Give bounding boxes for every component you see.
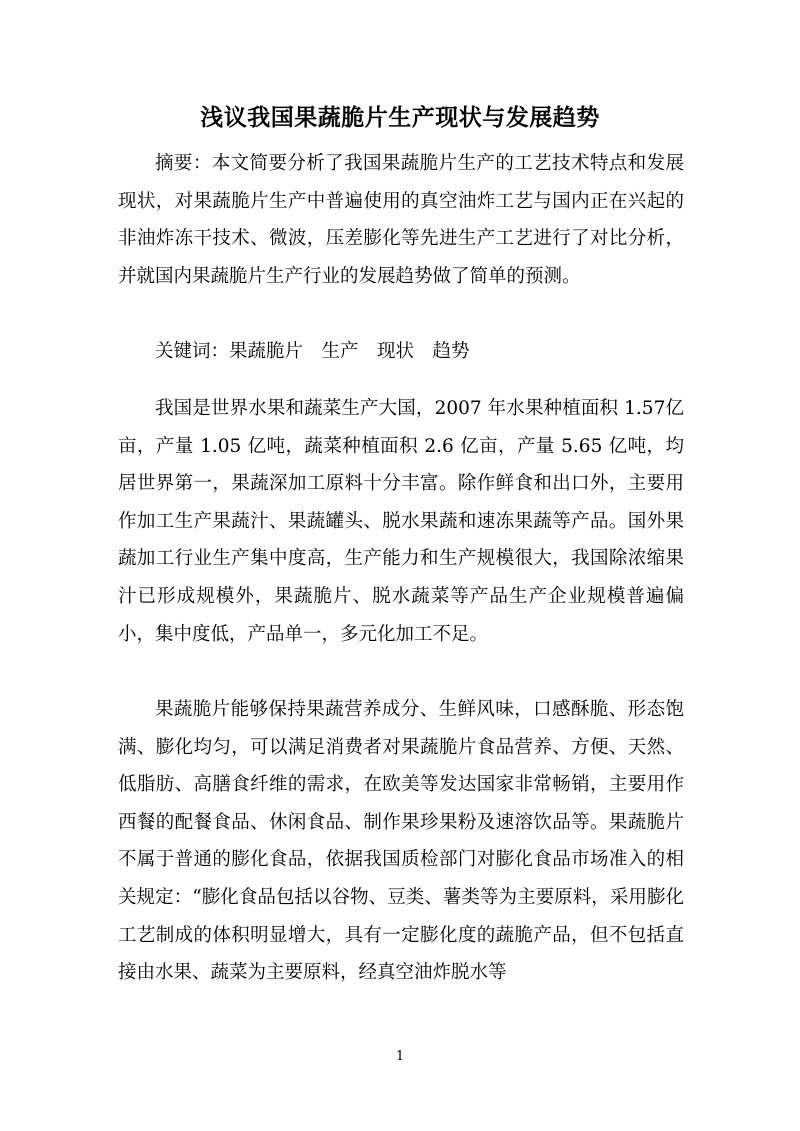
body-paragraph: 我国是世界水果和蔬菜生产大国，2007 年水果种植面积 1.57亿亩，产量 1.05 亿吨，蔬菜种植面积 2.6 亿亩，产量 5.65 亿吨，均居世界第一，果蔬深加工原料十分丰富。除作鲜食和出口外，主要用作加工生产果蔬汁、果蔬罐头、脱水果蔬和速冻果蔬等产品。国外果蔬加工行业生产集中度高，生产能力和生产规模很大，我国除浓缩果汁已形成规模外，果蔬脆片、脱水蔬菜等产品生产企业规模普遍偏小，集中度低，产品单一，多元化加工不足。 xyxy=(118,398,684,645)
abstract-paragraph: 摘要：本文简要分析了我国果蔬脆片生产的工艺技术特点和发展现状，对果蔬脆片生产中普遍使用的真空油炸工艺与国内正在兴起的非油炸冻干技术、微波，压差膨化等先进生产工艺进行了对比分析，并就国内果蔬脆片生产行业的发展趋势做了简单的预测。 xyxy=(118,153,684,287)
page-number: 1 xyxy=(395,1049,405,1064)
keywords-paragraph: 关键词：果蔬脆片 生产 现状 趋势 xyxy=(155,341,470,362)
body-paragraph: 果蔬脆片能够保持果蔬营养成分、生鲜风味，口感酥脆、形态饱满、膨化均匀，可以满足消费者对果蔬脆片食品营养、方便、天然、低脂肪、高膳食纤维的需求，在欧美等发达国家非常畅销，主要用作西餐的配餐食品、休闲食品、制作果珍果粉及速溶饮品等。果蔬脆片不属于普通的膨化食品，依据我国质检部门对膨化食品市场准入的相关规定：“膨化食品包括以谷物、豆类、薯类等为主要原料，采用膨化工艺制成的体积明显增大，具有一定膨化度的蔬脆产品，但不包括直接由水果、蔬菜为主要原料，经真空油炸脱水等 xyxy=(118,699,684,984)
page-title: 浅议我国果蔬脆片生产现状与发展趋势 xyxy=(200,105,600,131)
